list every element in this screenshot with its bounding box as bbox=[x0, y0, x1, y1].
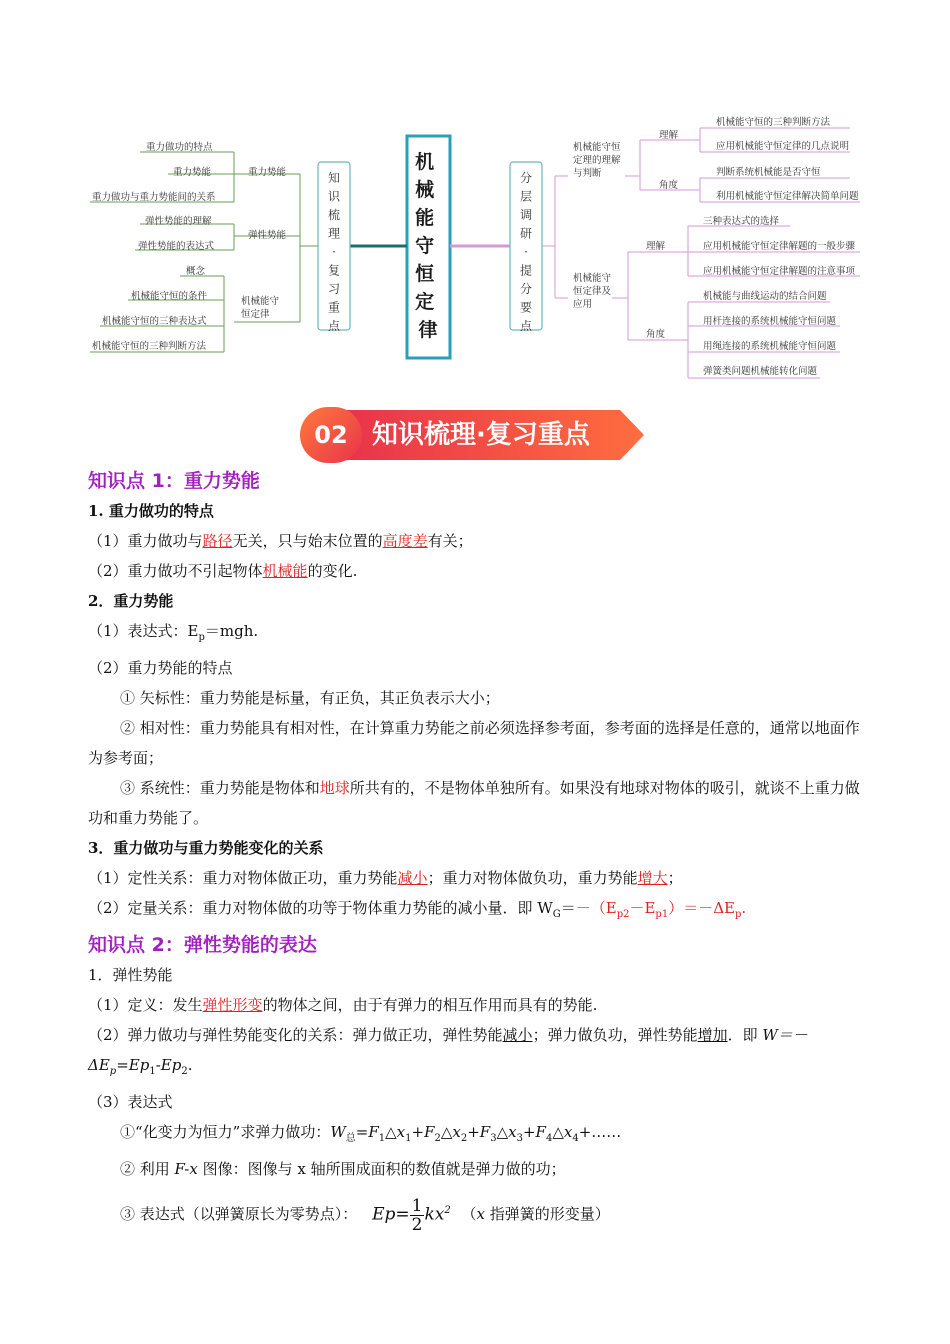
mind-map bbox=[0, 0, 950, 400]
rg0-s1-item0: 判断系统机械能是否守恒 bbox=[716, 167, 821, 178]
kp2-l2: （2）弹力做功与弹性势能变化的关系：弹力做正功，弹性势能减小；弹力做负功，弹性势能增加．即 $W=-\Delta E_p=Ep_1-Ep_2$. bbox=[88, 1026, 808, 1077]
rg1-s1-item2: 用绳连接的系统机械能守恒问题 bbox=[703, 341, 837, 352]
rg0-s0-item1: 应用机械能守恒定律的几点说明 bbox=[716, 141, 850, 152]
lg2-item1: 机械能守恒的条件 bbox=[131, 291, 208, 302]
rg1-s0-item2: 应用机械能守恒定律解题的注意事项 bbox=[703, 266, 856, 277]
right-box-text-char: 调 bbox=[519, 208, 533, 222]
section-banner bbox=[300, 407, 655, 463]
lg0-item2: 重力做功与重力势能间的关系 bbox=[92, 192, 216, 203]
center-char-6: 律 bbox=[418, 319, 438, 341]
rg1-s1-item1: 用杆连接的系统机械能守恒问题 bbox=[703, 316, 837, 327]
kp1-title: 知识点 1：重力势能 bbox=[88, 470, 260, 492]
kp1-s3-l1: （1）定性关系：重力对物体做正功，重力势能减小；重力对物体做负功，重力势能增大； bbox=[88, 869, 683, 887]
right-box-text-char: 要 bbox=[519, 300, 533, 315]
center-char-1: 械 bbox=[415, 179, 435, 201]
left-box-text-char: 习 bbox=[327, 282, 341, 296]
left-box-text-char: 理 bbox=[327, 226, 341, 241]
lg1-item1: 弹性势能的表达式 bbox=[138, 241, 215, 252]
center-char-2: 能 bbox=[415, 207, 435, 229]
kp1-s1-l2: （2）重力做功不引起物体机械能的变化. bbox=[88, 562, 358, 580]
left-box-text-char: 复 bbox=[327, 263, 341, 278]
kp1-s2-heading: 2．重力势能 bbox=[88, 592, 174, 610]
kp1-s1-l1: （1）重力做功与路径无关，只与始末位置的高度差有关； bbox=[88, 532, 473, 550]
kp1-s3-heading: 3．重力做功与重力势能变化的关系 bbox=[88, 839, 324, 857]
lg0-item0: 重力做功的特点 bbox=[146, 142, 213, 153]
document-body bbox=[88, 466, 863, 1234]
left-box-text-char: 识 bbox=[327, 189, 341, 204]
kp2-l3: （3）表达式 bbox=[88, 1093, 173, 1111]
rg0-s0-item0: 机械能守恒的三种判断方法 bbox=[716, 117, 831, 128]
kp2-l4: ①“化变力为恒力”求弹力做功：$W_总=F_1\triangle x_1+F_2\triangle x_2+F_3\triangle x_3+F_4\triangle x_4+\dots\dots$ bbox=[120, 1123, 622, 1144]
lg2-label: 机械能守恒定律 bbox=[241, 296, 280, 320]
lg2-item0: 概念 bbox=[186, 266, 206, 277]
right-box-text-char: 分 bbox=[519, 282, 533, 296]
rg1-sub0-label: 理解 bbox=[646, 241, 666, 252]
right-box-text-char: 研 bbox=[519, 226, 533, 241]
rg1-s0-item1: 应用机械能守恒定律解题的一般步骤 bbox=[703, 241, 856, 252]
kp1-s2-l3: ① 矢标性：重力势能是标量，有正负，其正负表示大小； bbox=[120, 689, 500, 707]
kp2-l1: （1）定义：发生弹性形变的物体之间，由于有弹力的相互作用而具有的势能. bbox=[88, 996, 598, 1014]
banner-title: 知识梳理·复习重点 bbox=[372, 420, 590, 450]
rg0-sub0-label: 理解 bbox=[659, 130, 679, 141]
lg2-item2: 机械能守恒的三种表达式 bbox=[102, 316, 207, 327]
kp1-s2-l5: ③ 系统性：重力势能是物体和地球所共有的，不是物体单独所有。如果没有地球对物体的吸引，就谈不上重力做功和重力势能了。 bbox=[88, 779, 860, 827]
rg1-s0-item0: 三种表达式的选择 bbox=[703, 216, 780, 227]
center-char-4: 恒 bbox=[415, 263, 435, 285]
left-box-text-char: · bbox=[332, 245, 336, 259]
kp2-title: 知识点 2：弹性势能的表达 bbox=[88, 934, 317, 956]
kp2-heading: 1．弹性势能 bbox=[88, 966, 173, 984]
center-char-5: 定 bbox=[415, 291, 435, 313]
one-half-fraction: $\frac{1}{2}$ bbox=[411, 1195, 423, 1235]
kp1-s3-l2: （2）定量关系：重力对物体做的功等于物体重力势能的减小量．即 $W_G=-(E_{p2}-E_{p1})=-\Delta E_p$. bbox=[88, 899, 747, 920]
elastic-energy-formula: Ep= $\frac{1}{2}$ $kx^2$ bbox=[372, 1195, 451, 1235]
center-title bbox=[415, 150, 441, 341]
banner-number: 02 bbox=[300, 407, 362, 463]
rg1-label: 机械能守恒定律及应用 bbox=[573, 273, 612, 310]
rg0-s1-item1: 利用机械能守恒定律解决简单问题 bbox=[716, 191, 859, 202]
lg1-item0: 弹性势能的理解 bbox=[145, 216, 212, 227]
kp1-s2-l2: （2）重力势能的特点 bbox=[88, 659, 233, 677]
left-box-text-char: 梳 bbox=[327, 208, 341, 222]
rg0-label: 机械能守恒定理的理解与判断 bbox=[573, 142, 621, 179]
left-box-text-char: 点 bbox=[327, 319, 341, 333]
lg0-item1: 重力势能 bbox=[173, 167, 212, 178]
rg0-sub1-label: 角度 bbox=[659, 180, 679, 191]
right-box-text-char: 层 bbox=[519, 189, 533, 204]
lg0-label: 重力势能 bbox=[248, 167, 287, 178]
rg1-s1-item3: 弹簧类问题机械能转化问题 bbox=[703, 366, 818, 377]
rg1-sub1-label: 角度 bbox=[646, 329, 666, 340]
center-char-3: 守 bbox=[415, 235, 435, 257]
kp2-l6: ③ 表达式（以弹簧原长为零势点）： Ep= $\frac{1}{2}$ $kx^2$ （x 指弹簧的形变量） bbox=[120, 1195, 610, 1235]
right-box-text-char: 点 bbox=[519, 319, 533, 333]
kp1-s1-heading: 1. 重力做功的特点 bbox=[88, 502, 214, 520]
center-char-0: 机 bbox=[415, 151, 435, 173]
rg1-s1-item0: 机械能与曲线运动的结合问题 bbox=[703, 291, 827, 302]
left-box-text-char: 重 bbox=[327, 300, 341, 315]
kp1-s2-l4: ② 相对性：重力势能具有相对性，在计算重力势能之前必须选择参考面，参考面的选择是任意的，通常以地面作为参考面； bbox=[88, 719, 860, 767]
left-box-text-char: 知 bbox=[327, 171, 341, 185]
right-box-text-char: · bbox=[524, 245, 528, 259]
lg1-label: 弹性势能 bbox=[248, 230, 287, 241]
kp1-s2-l1: （1）表达式：$E_p=mgh$. bbox=[88, 622, 259, 643]
right-box-text-char: 提 bbox=[519, 263, 533, 278]
kp2-l5: ② 利用 F-x 图像：图像与 x 轴所围成面积的数值就是弹力做的功； bbox=[120, 1160, 566, 1178]
right-box-text-char: 分 bbox=[519, 171, 533, 185]
lg2-item3: 机械能守恒的三种判断方法 bbox=[92, 341, 207, 352]
